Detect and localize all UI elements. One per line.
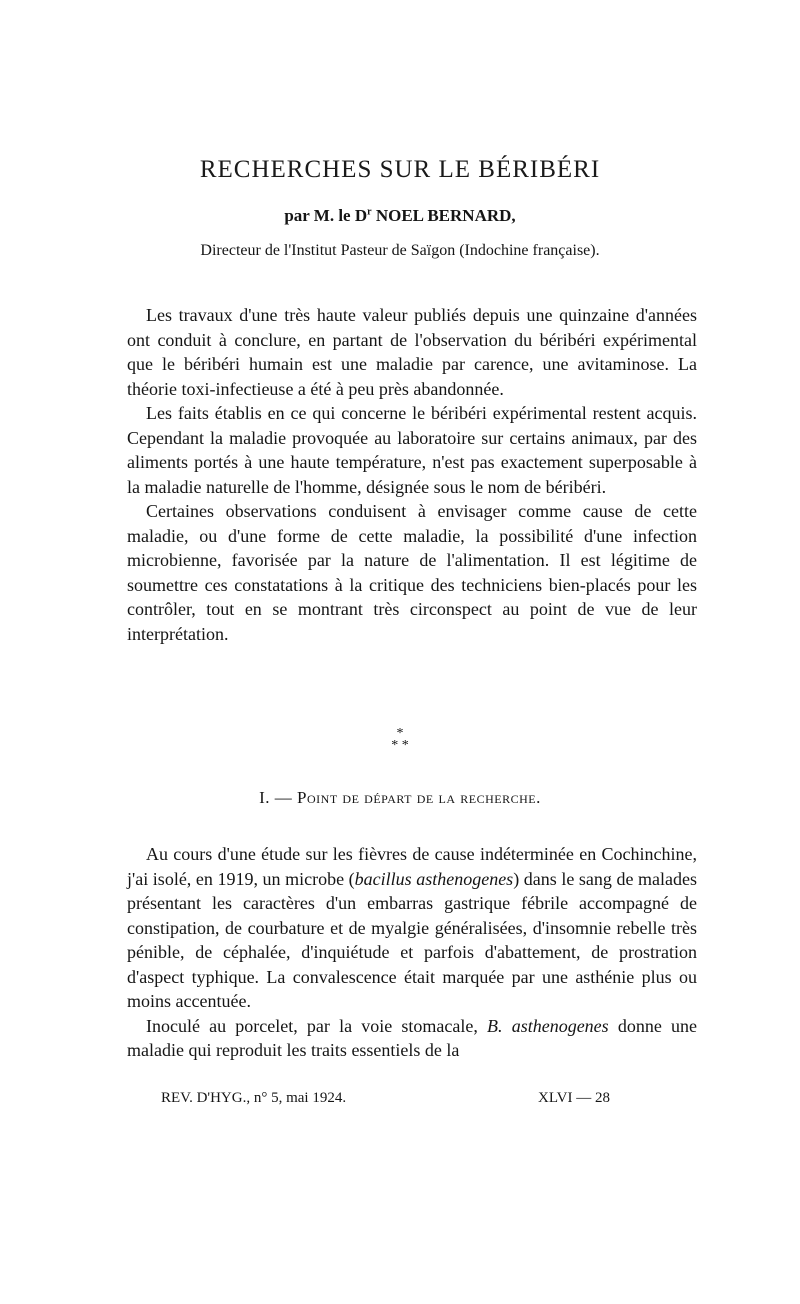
volume-page-number: XLVI — 28: [538, 1090, 610, 1106]
journal-citation: REV. D'HYG., n° 5, mai 1924.: [161, 1090, 347, 1106]
section-heading-text: I. — Point de départ de la recherche.: [259, 788, 541, 807]
intro-paragraph: Les faits établis en ce qui concerne le béribéri expérimental restent acquis. Cependant la maladie provoquée au laboratoire sur certains animaux, par des aliments portés à une haute température, n'est pas exactement superposable à la maladie naturelle de l'homme, désignée sous le nom de béribéri.: [127, 403, 697, 497]
intro-text: [127, 303, 697, 646]
intro-paragraph: Les travaux d'une très haute valeur publiés depuis une quinzaine d'années ont conduit à conclure, en partant de l'observation du béribéri expérimental que le béribéri humain est une maladie par carence, une avitaminose. La théorie toxi-infectieuse a été à peu près abandonnée.: [127, 305, 697, 399]
section-separator-asterism: [0, 728, 800, 752]
author-title-superscript: r: [367, 206, 372, 218]
species-name: B. asthenogenes: [487, 1015, 609, 1036]
species-name: bacillus asthenogenes: [354, 868, 514, 889]
paragraph-text: ) dans le sang de malades présentant les caractères d'un embarras gastrique fébrile accompagné de constipation, de courbature et de myalgie généralisées, d'insomnie rebelle très pénible, de céphalée, d'inquiétude et parfois d'abattement, de prostration d'aspect typhique. La convalescence était marquée par une asthénie plus ou moins accentuée.: [127, 868, 698, 1011]
asterism-bottom: * *: [391, 738, 409, 753]
paragraph-text: donne une maladie qui reproduit les traits essentiels de la: [127, 1015, 698, 1060]
paragraph-text: Inoculé au porcelet, par la voie stomacale,: [146, 1015, 488, 1036]
section-heading: [0, 788, 800, 808]
author-line: [0, 206, 800, 226]
section-paragraph: [127, 842, 697, 1014]
section-text: [127, 842, 697, 1063]
author-affiliation: Directeur de l'Institut Pasteur de Saïgon (Indochine française).: [200, 242, 600, 259]
author-prefix: par M. le D: [284, 206, 368, 225]
asterism-top: *: [396, 726, 404, 741]
paragraph-text: Au cours d'une étude sur les fièvres de cause indéterminée en Cochinchine, j'ai isolé, en 1919, un microbe (: [127, 844, 697, 889]
author-name: NOEL BERNARD,: [371, 206, 516, 225]
section-paragraph: [127, 1014, 697, 1063]
article-title: RECHERCHES SUR LE BÉRIBÉRI: [199, 156, 601, 183]
intro-paragraph: Certaines observations conduisent à envisager comme cause de cette maladie, ou d'une forme de cette maladie, la possibilité d'une infection microbienne, favorisée par la nature de l'alimentation. Il est légitime de soumettre ces constatations à la critique des techniciens bien-placés pour les contrôler, tout en se montrant très circonspect au point de vue de leur interprétation.: [127, 501, 697, 644]
